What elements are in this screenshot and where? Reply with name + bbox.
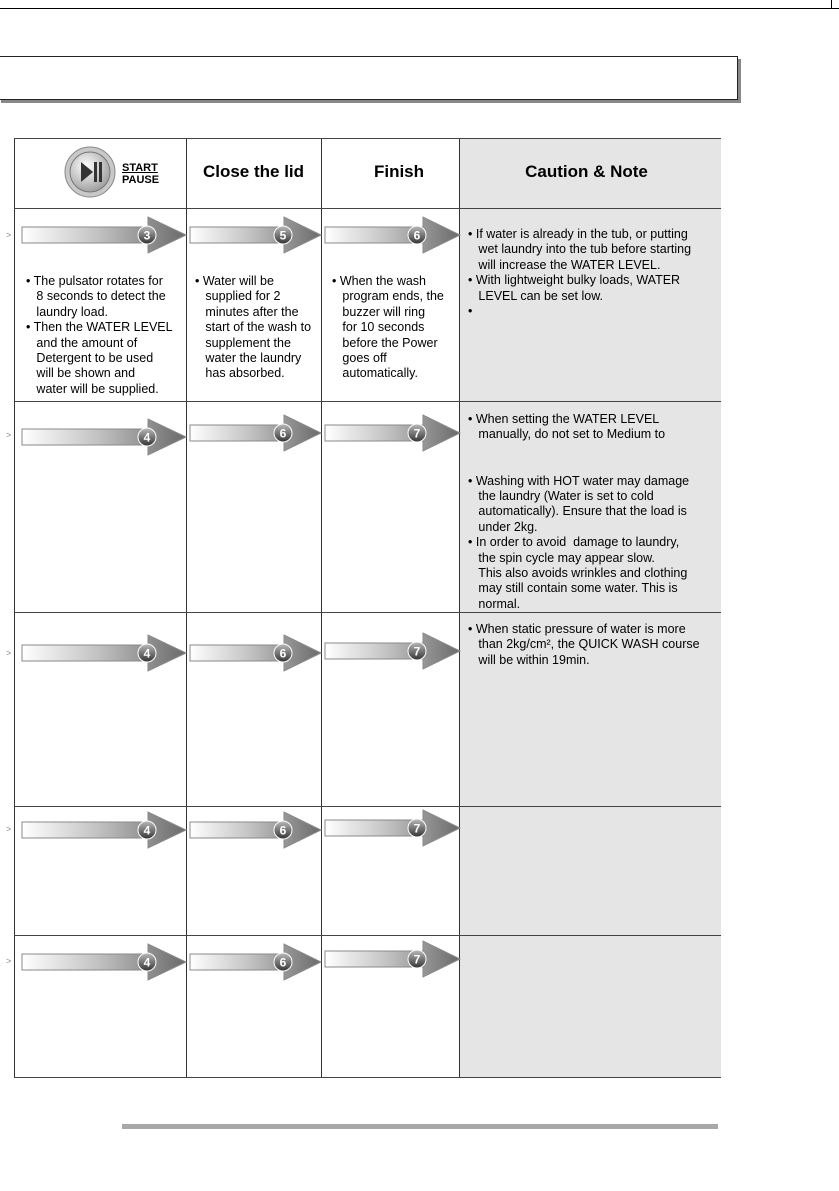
- step-arrow: [188, 215, 324, 255]
- row-marker: >: [6, 824, 12, 834]
- step-arrow: [188, 413, 324, 453]
- row-marker: >: [6, 430, 12, 440]
- row3-note: • When static pressure of water is more than 2kg/cm², the QUICK WASH course will be within 19min.: [468, 622, 700, 667]
- step-number: 6: [279, 646, 287, 661]
- header-close-lid: Close the lid: [202, 162, 305, 181]
- step-number: 7: [413, 952, 421, 967]
- start-label: START: [122, 162, 158, 174]
- step-arrow: [188, 633, 324, 673]
- row1-col1-text: • The pulsator rotates for 8 seconds to detect the laundry load. • Then the WATER LEVEL and the amount of Detergent to be used will be shown and water will be supplied.: [26, 274, 173, 396]
- footer-rule: [122, 1124, 718, 1129]
- row1-col2-text: • Water will be supplied for 2 minutes after the start of the wash to supplement the water the laundry has absorbed.: [195, 274, 312, 381]
- title-box: [0, 56, 738, 100]
- row1-note: • If water is already in the tub, or putting wet laundry into the tub before starting will increase the WATER LEVEL. • With lightweight bulky loads, WATER LEVEL can be set low. •: [468, 227, 692, 319]
- step-number: 7: [413, 821, 421, 836]
- pause-label: PAUSE: [122, 174, 160, 186]
- step-arrow: [20, 942, 190, 982]
- step-number: 6: [279, 955, 287, 970]
- column-divider: [186, 138, 187, 1078]
- header-finish: Finish: [373, 162, 425, 181]
- column-divider: [321, 138, 322, 1078]
- step-number: 3: [143, 228, 151, 243]
- step-arrow: [20, 633, 190, 673]
- start-pause-label: [122, 162, 159, 186]
- row-marker: >: [6, 956, 12, 966]
- table-border-left: [14, 138, 15, 1078]
- top-rule-corner: [831, 0, 832, 9]
- step-arrow: [323, 808, 463, 848]
- row2-note: • When setting the WATER LEVEL manually, do not set to Medium to • Washing with HOT water may damage the laundry (Water is set to cold automatically). Ensure that the load is under 2kg. • In order to avoid damage to laundry, the spin cycle may appear slow. This also avoids wrinkles and clothing may still contain some water. This is normal.: [468, 412, 690, 611]
- step-number: 4: [143, 955, 151, 970]
- step-arrow: [20, 810, 190, 850]
- step-number: 7: [413, 644, 421, 659]
- table-border-bottom: [14, 1077, 721, 1078]
- step-number: 5: [279, 228, 287, 243]
- row-marker: >: [6, 230, 12, 240]
- step-arrow: [188, 942, 324, 982]
- step-number: 7: [413, 426, 421, 441]
- step-number: 6: [279, 823, 287, 838]
- top-rule: [0, 8, 839, 9]
- step-arrow: [188, 810, 324, 850]
- step-arrow: [323, 631, 463, 671]
- row-divider: [14, 401, 721, 402]
- row-marker: >: [6, 648, 12, 658]
- step-number: 4: [143, 646, 151, 661]
- step-number: 6: [413, 228, 421, 243]
- step-arrow: [323, 413, 463, 453]
- step-arrow: [20, 215, 190, 255]
- step-number: 4: [143, 823, 151, 838]
- row1-col3-text: • When the wash program ends, the buzzer will ring for 10 seconds before the Power goes off automatically.: [332, 274, 444, 381]
- row-divider: [14, 806, 721, 807]
- header-caution-note: Caution & Note: [525, 162, 648, 181]
- step-arrow: [323, 939, 463, 979]
- step-number: 4: [143, 430, 151, 445]
- row-divider: [14, 208, 721, 209]
- instruction-table: [6, 138, 721, 1078]
- step-number: 6: [279, 426, 287, 441]
- table-border-top: [14, 138, 721, 139]
- start-pause-icon: [64, 146, 116, 198]
- column-divider: [459, 138, 460, 1078]
- step-arrow: [20, 417, 190, 457]
- step-arrow: [323, 215, 463, 255]
- row-divider: [14, 935, 721, 936]
